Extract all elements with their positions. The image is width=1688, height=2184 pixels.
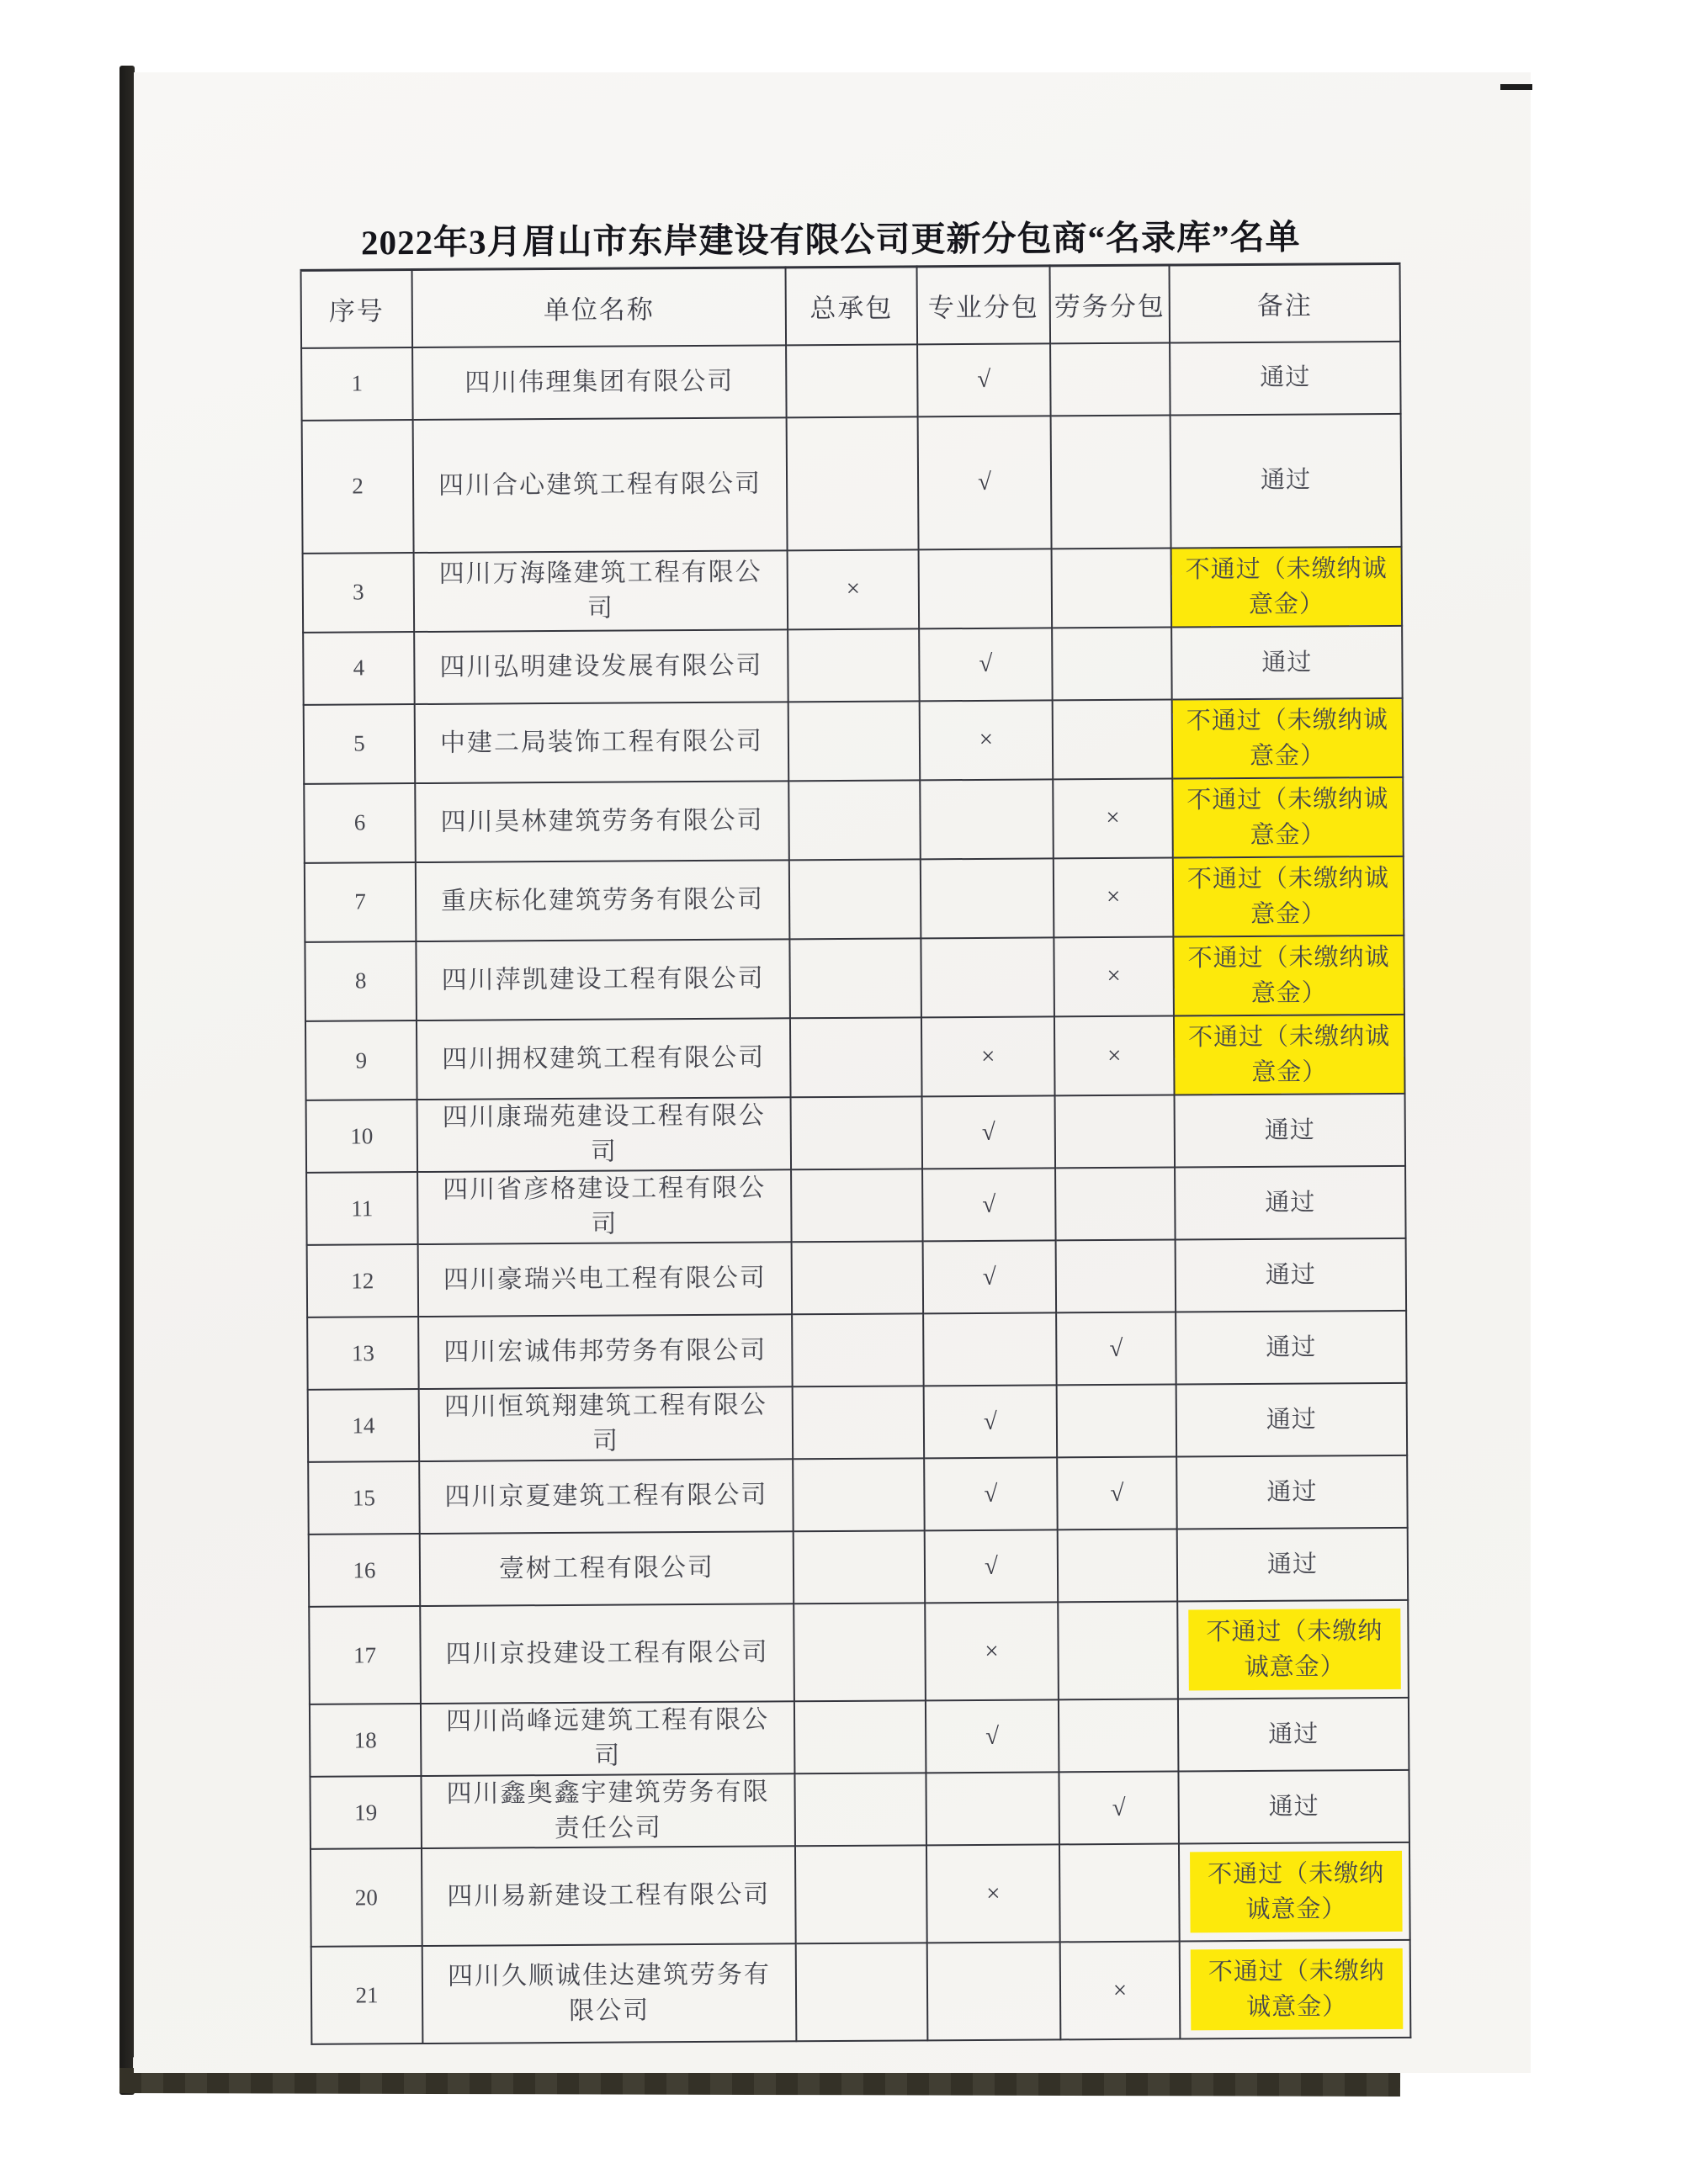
general-contract-mark: × — [788, 549, 920, 629]
labor-subcontract-mark — [1056, 1240, 1176, 1313]
row-number: 21 — [311, 1946, 423, 2044]
row-number: 3 — [303, 553, 415, 633]
professional-subcontract-mark: √ — [922, 1168, 1056, 1241]
professional-subcontract-mark: × — [925, 1602, 1059, 1700]
row-number: 6 — [304, 783, 416, 863]
remark-text: 通过 — [1266, 1551, 1319, 1578]
company-name: 四川宏诚伟邦劳务有限公司 — [418, 1314, 793, 1389]
general-contract-mark — [789, 938, 921, 1018]
header-professional-subcontract: 专业分包 — [917, 266, 1051, 344]
remark-text: 通过 — [1268, 1720, 1319, 1748]
remark-text: 通过 — [1266, 1333, 1317, 1361]
general-contract-mark — [786, 344, 918, 417]
row-number: 19 — [310, 1776, 422, 1849]
table-row — [304, 697, 1404, 783]
professional-subcontract-mark: × — [926, 1845, 1060, 1943]
general-contract-mark — [791, 1096, 923, 1169]
header-remarks: 备注 — [1170, 263, 1401, 342]
labor-subcontract-mark — [1050, 342, 1170, 416]
row-number: 11 — [306, 1172, 418, 1245]
remark-text: 不通过（未缴纳诚意金） — [1187, 1022, 1391, 1086]
table-row — [308, 1455, 1408, 1535]
table-row — [306, 1166, 1406, 1245]
labor-subcontract-mark — [1051, 415, 1171, 549]
table-row — [304, 777, 1404, 863]
company-name: 四川伟理集团有限公司 — [412, 345, 787, 420]
company-name: 四川恒筑翔建筑工程有限公司 — [419, 1386, 794, 1461]
company-name: 四川久顺诚佳达建筑劳务有限公司 — [422, 1944, 797, 2044]
row-number: 10 — [306, 1100, 418, 1173]
company-name: 重庆标化建筑劳务有限公司 — [416, 860, 790, 941]
remark-cell — [1170, 341, 1401, 415]
professional-subcontract-mark — [921, 937, 1054, 1017]
company-name: 四川鑫奥鑫宇建筑劳务有限责任公司 — [421, 1773, 795, 1848]
remark-cell — [1176, 1311, 1407, 1385]
remark-cell — [1180, 1940, 1411, 2039]
row-number: 8 — [305, 941, 417, 1021]
header-serial-number: 序号 — [301, 270, 413, 348]
remark-text: 不通过（未缴纳诚意金） — [1186, 785, 1389, 849]
remark-text: 不通过（未缴纳诚意金） — [1186, 706, 1388, 770]
remark-cell — [1172, 777, 1404, 858]
professional-subcontract-mark — [920, 779, 1054, 859]
remark-cell — [1176, 1238, 1407, 1312]
general-contract-mark — [796, 1943, 928, 2042]
remark-text: 不通过（未缴纳诚意金） — [1190, 1851, 1403, 1933]
row-number: 17 — [309, 1606, 421, 1704]
header-labor-subcontract: 劳务分包 — [1050, 265, 1170, 343]
labor-subcontract-mark: × — [1054, 936, 1174, 1016]
remark-cell — [1175, 1166, 1406, 1240]
remark-cell — [1170, 413, 1402, 548]
row-number: 2 — [302, 420, 414, 554]
remark-text: 通过 — [1261, 649, 1313, 676]
professional-subcontract-mark: √ — [924, 1457, 1058, 1530]
professional-subcontract-mark — [926, 1773, 1059, 1846]
general-contract-mark — [790, 1017, 922, 1097]
company-name: 四川康瑞苑建设工程有限公司 — [417, 1097, 792, 1172]
header-general-contract: 总承包 — [786, 267, 918, 345]
general-contract-mark — [794, 1530, 926, 1604]
general-contract-mark — [793, 1386, 925, 1459]
remark-cell — [1176, 1383, 1408, 1457]
professional-subcontract-mark — [919, 549, 1053, 628]
remark-cell — [1176, 1455, 1408, 1529]
remark-cell — [1177, 1528, 1409, 1602]
professional-subcontract-mark — [923, 1312, 1057, 1386]
row-number: 14 — [308, 1389, 420, 1462]
row-number: 7 — [305, 862, 417, 942]
labor-subcontract-mark — [1059, 1844, 1180, 1943]
remark-cell — [1173, 856, 1404, 937]
row-number: 16 — [309, 1534, 421, 1607]
table-row — [305, 936, 1404, 1021]
remark-cell — [1179, 1842, 1410, 1942]
company-name: 四川昊林建筑劳务有限公司 — [415, 781, 789, 862]
header-row — [301, 263, 1401, 347]
table-row — [311, 1842, 1410, 1947]
table-row — [308, 1383, 1408, 1462]
company-name: 四川弘明建设发展有限公司 — [414, 629, 788, 704]
company-name: 四川省彦格建设工程有限公司 — [417, 1169, 792, 1244]
company-name: 四川京投建设工程有限公司 — [420, 1604, 794, 1704]
general-contract-mark — [788, 701, 921, 781]
row-number: 13 — [307, 1317, 419, 1390]
professional-subcontract-mark: × — [920, 700, 1054, 780]
row-number: 9 — [305, 1020, 417, 1100]
general-contract-mark — [791, 1169, 923, 1242]
remark-text: 不通过（未缴纳诚意金） — [1187, 943, 1390, 1007]
professional-subcontract-mark: √ — [923, 1240, 1057, 1313]
company-name: 四川易新建设工程有限公司 — [422, 1846, 796, 1946]
table-row — [309, 1528, 1409, 1607]
professional-subcontract-mark: √ — [918, 416, 1052, 549]
labor-subcontract-mark: × — [1054, 1016, 1175, 1096]
company-name: 壹树工程有限公司 — [420, 1531, 794, 1606]
labor-subcontract-mark — [1052, 627, 1172, 700]
professional-subcontract-mark: √ — [924, 1385, 1058, 1458]
company-name: 四川萍凯建设工程有限公司 — [416, 939, 790, 1020]
company-name: 四川万海隆建筑工程有限公司 — [414, 550, 788, 632]
remark-cell — [1174, 1015, 1405, 1095]
remark-cell — [1171, 546, 1403, 627]
remark-cell — [1177, 1600, 1409, 1699]
header-company-name: 单位名称 — [412, 268, 787, 347]
labor-subcontract-mark: √ — [1056, 1312, 1176, 1386]
remark-text: 不通过（未缴纳诚意金） — [1185, 554, 1388, 618]
row-number: 4 — [303, 632, 415, 705]
company-name: 四川合心建筑工程有限公司 — [413, 417, 788, 553]
table-row — [305, 856, 1404, 942]
general-contract-mark — [795, 1846, 927, 1944]
company-name: 四川尚峰远建筑工程有限公司 — [421, 1701, 795, 1776]
paper — [134, 72, 1531, 2073]
remark-cell — [1178, 1770, 1409, 1844]
remark-cell — [1175, 1094, 1406, 1168]
row-number: 15 — [308, 1461, 420, 1535]
document-content — [131, 68, 1540, 2077]
company-name: 四川拥权建筑工程有限公司 — [417, 1018, 791, 1100]
labor-subcontract-mark — [1059, 1699, 1179, 1773]
remark-text: 通过 — [1264, 1116, 1315, 1144]
remark-text: 通过 — [1268, 1793, 1319, 1821]
labor-subcontract-mark — [1055, 1168, 1176, 1241]
table-row — [302, 413, 1402, 553]
professional-subcontract-mark: √ — [925, 1529, 1059, 1603]
general-contract-mark — [788, 780, 921, 860]
remark-text: 不通过（未缴纳诚意金） — [1188, 1609, 1401, 1691]
table-row — [303, 625, 1403, 704]
labor-subcontract-mark: × — [1053, 778, 1173, 858]
remark-cell — [1173, 936, 1404, 1016]
row-number: 18 — [310, 1704, 422, 1777]
table-row — [306, 1094, 1406, 1173]
remark-cell — [1172, 697, 1404, 778]
row-number: 1 — [301, 347, 413, 421]
general-contract-mark — [788, 628, 920, 702]
table-row — [301, 341, 1401, 420]
professional-subcontract-mark: √ — [926, 1700, 1059, 1773]
labor-subcontract-mark — [1055, 1095, 1176, 1169]
labor-subcontract-mark — [1057, 1385, 1177, 1458]
general-contract-mark — [787, 416, 919, 550]
professional-subcontract-mark — [927, 1943, 1061, 2041]
general-contract-mark — [789, 859, 921, 939]
labor-subcontract-mark — [1058, 1529, 1178, 1603]
remark-text: 不通过（未缴纳诚意金） — [1186, 864, 1390, 928]
row-number: 12 — [307, 1244, 419, 1317]
table-row — [307, 1238, 1407, 1317]
general-contract-mark — [794, 1603, 926, 1701]
remark-text: 通过 — [1266, 1406, 1317, 1434]
general-contract-mark — [792, 1313, 924, 1386]
remark-text: 通过 — [1266, 1478, 1318, 1506]
professional-subcontract-mark: √ — [922, 1095, 1056, 1169]
table-row — [310, 1770, 1409, 1849]
labor-subcontract-mark: √ — [1059, 1772, 1179, 1845]
professional-subcontract-mark: √ — [917, 343, 1051, 416]
subcontractor-table — [300, 262, 1412, 2045]
table-row — [310, 1698, 1409, 1777]
table-row — [311, 1940, 1411, 2044]
row-number: 5 — [304, 704, 416, 784]
row-number: 20 — [311, 1848, 422, 1947]
company-name: 四川京夏建筑工程有限公司 — [419, 1459, 794, 1534]
general-contract-mark — [792, 1241, 924, 1314]
general-contract-mark — [794, 1701, 926, 1774]
professional-subcontract-mark: × — [921, 1016, 1055, 1096]
remark-text: 通过 — [1265, 1261, 1316, 1289]
labor-subcontract-mark — [1058, 1602, 1178, 1700]
table-row — [305, 1015, 1405, 1100]
remark-text: 通过 — [1260, 466, 1312, 495]
general-contract-mark — [794, 1773, 926, 1847]
labor-subcontract-mark — [1053, 699, 1173, 779]
table-row — [303, 546, 1403, 632]
remark-text: 通过 — [1265, 1189, 1316, 1217]
page-title: 2022年3月眉山市东岸建设有限公司更新分包商“名录库”名单 — [360, 217, 1301, 262]
labor-subcontract-mark: × — [1054, 857, 1174, 937]
labor-subcontract-mark: √ — [1057, 1457, 1177, 1530]
professional-subcontract-mark — [921, 858, 1054, 938]
company-name: 四川豪瑞兴电工程有限公司 — [418, 1242, 793, 1317]
labor-subcontract-mark — [1052, 548, 1172, 628]
company-name: 中建二局装饰工程有限公司 — [415, 702, 789, 783]
remark-cell — [1171, 625, 1403, 699]
table-row — [309, 1600, 1409, 1704]
table-row — [307, 1311, 1407, 1390]
remark-cell — [1178, 1698, 1409, 1772]
labor-subcontract-mark: × — [1060, 1942, 1181, 2040]
remark-text: 不通过（未缴纳诚意金） — [1191, 1948, 1404, 2031]
professional-subcontract-mark: √ — [919, 628, 1053, 701]
general-contract-mark — [793, 1458, 925, 1531]
remark-text: 通过 — [1260, 363, 1311, 392]
